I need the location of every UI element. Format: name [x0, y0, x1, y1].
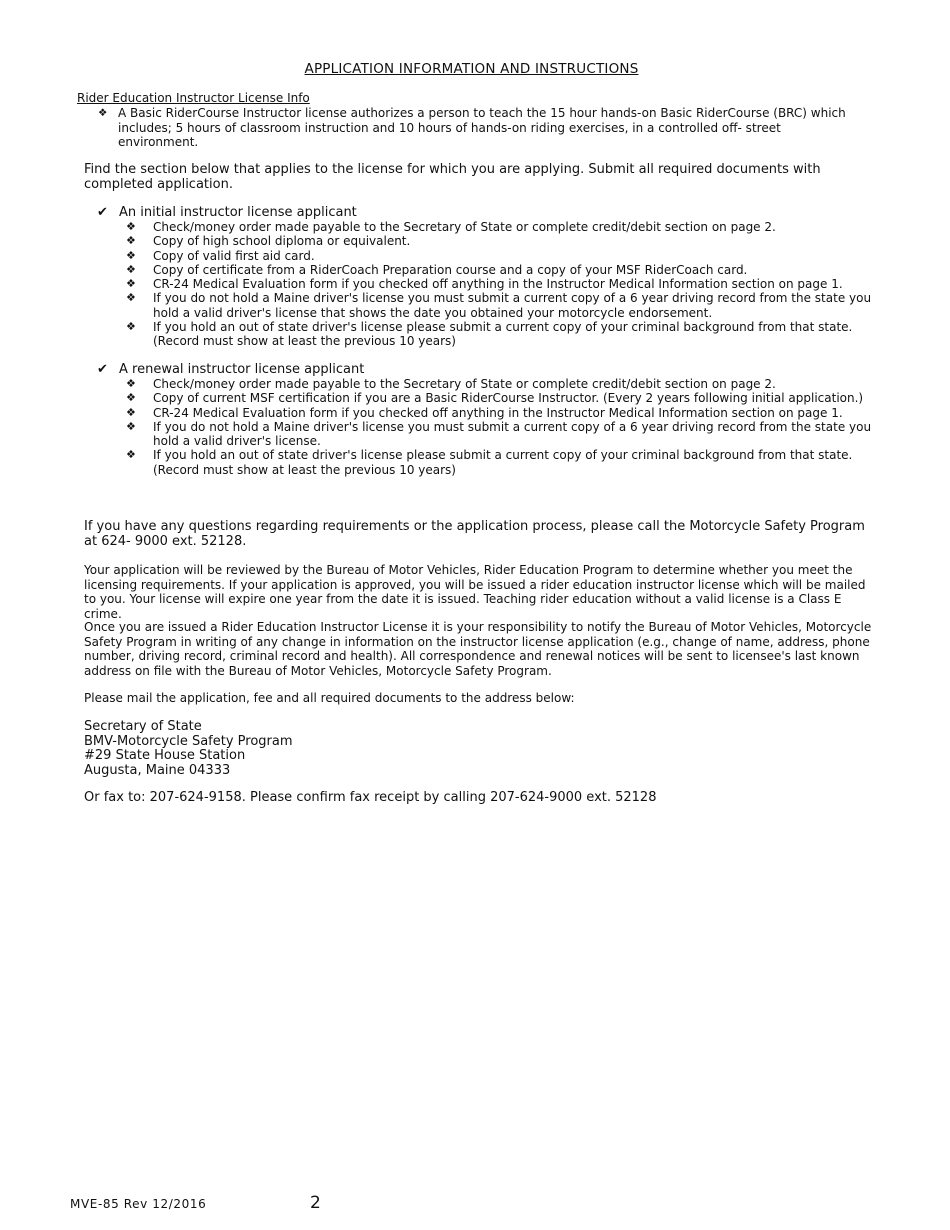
renewal-applicant-heading: A renewal instructor license applicant — [119, 362, 365, 377]
questions-paragraph: If you have any questions regarding requirements or the application process, please call the Motorcycle Safety Program at 624- 9000 ext. 52128. — [84, 519, 865, 549]
find-section-paragraph: Find the section below that applies to the license for which you are applying. Submit all required documents with completed application. — [84, 162, 821, 192]
fax-instructions: Or fax to: 207-624-9158. Please confirm fax receipt by calling 207-624-9000 ext. 52128 — [84, 790, 657, 805]
list-item: ❖ If you do not hold a Maine driver's license you must submit a current copy of a 6 year driving record from the state you hold a valid driver's license that shows the date you obtained your motorcycle endorsement. — [126, 291, 872, 320]
initial-applicant-heading: An initial instructor license applicant — [119, 205, 357, 220]
diamond-bullet-icon: ❖ — [126, 377, 136, 390]
list-item: ❖ Copy of high school diploma or equivalent. — [126, 234, 411, 249]
address-line: Secretary of State — [84, 719, 202, 734]
list-item: ❖ If you hold an out of state driver's license please submit a current copy of your criminal background from that state. (Record must show at least the previous 10 years) — [126, 448, 853, 477]
page-number: 2 — [310, 1193, 321, 1213]
list-item: ❖ Copy of current MSF certification if you are a Basic RiderCourse Instructor. (Every 2 years following initial application.) — [126, 391, 864, 406]
diamond-bullet-icon: ❖ — [98, 107, 108, 119]
checkmark-icon: ✔ — [97, 205, 108, 220]
review-paragraph: Your application will be reviewed by the Bureau of Motor Vehicles, Rider Education Program to determine whether you meet the licensing requirements. If your application is approved, you will be issued a rider education instructor license which will be mailed to you. Your license will expire one year from the date it is issued. Teaching rider education without a valid license is a Class E crime. — [84, 563, 866, 621]
diamond-bullet-icon: ❖ — [126, 405, 136, 419]
address-line: Augusta, Maine 04333 — [84, 762, 231, 778]
mailing-address — [84, 720, 293, 778]
address-line: BMV-Motorcycle Safety Program — [84, 733, 293, 749]
list-item: ❖ Check/money order made payable to the Secretary of State or complete credit/debit section on page 2. — [126, 220, 776, 234]
diamond-bullet-icon: ❖ — [126, 391, 136, 405]
notify-paragraph: Once you are issued a Rider Education Instructor License it is your responsibility to notify the Bureau of Motor Vehicles, Motorcycle Safety Program in writing of any change in information on the instructor license application (e.g., change of name, address, phone number, driving record, criminal record and health). All correspondence and renewal notices will be sent to licensee's last known address on file with the Bureau of Motor Vehicles, Motorcycle Safety Program. — [84, 620, 872, 678]
mail-instructions: Please mail the application, fee and all required documents to the address below: — [84, 691, 575, 705]
diamond-bullet-icon: ❖ — [126, 248, 136, 262]
list-item: ❖ Copy of valid first aid card. — [126, 248, 315, 263]
diamond-bullet-icon: ❖ — [126, 291, 136, 305]
address-line: #29 State House Station — [84, 748, 246, 763]
form-id: MVE-85 Rev 12/2016 — [70, 1197, 207, 1211]
intro-paragraph: A Basic RiderCourse Instructor license authorizes a person to teach the 15 hour hands-on Basic RiderCourse (BRC) which includes; 5 hours of classroom instruction and 10 hours of hands-on riding exercises, in a controlled off- street environment. — [118, 106, 846, 149]
checkmark-icon: ✔ — [97, 362, 108, 377]
diamond-bullet-icon: ❖ — [126, 419, 136, 433]
diamond-bullet-icon: ❖ — [126, 220, 136, 233]
section-heading: Rider Education Instructor License Info — [77, 91, 310, 105]
diamond-bullet-icon: ❖ — [126, 320, 136, 334]
list-item: ❖ CR-24 Medical Evaluation form if you checked off anything in the Instructor Medical Information section on page 1. — [126, 277, 843, 292]
page-title: APPLICATION INFORMATION AND INSTRUCTIONS — [304, 61, 639, 77]
diamond-bullet-icon: ❖ — [126, 448, 136, 462]
list-item: ❖ Check/money order made payable to the Secretary of State or complete credit/debit section on page 2. — [126, 377, 776, 391]
diamond-bullet-icon: ❖ — [126, 277, 136, 291]
list-item: ❖ Copy of certificate from a RiderCoach Preparation course and a copy of your MSF RiderCoach card. — [126, 262, 748, 277]
diamond-bullet-icon: ❖ — [126, 234, 136, 248]
list-item: ❖ CR-24 Medical Evaluation form if you checked off anything in the Instructor Medical Information section on page 1. — [126, 405, 843, 420]
list-item: ❖ If you do not hold a Maine driver's license you must submit a current copy of a 6 year driving record from the state you hold a valid driver's license. — [126, 419, 872, 449]
diamond-bullet-icon: ❖ — [126, 262, 136, 276]
initial-requirements-list — [126, 220, 872, 349]
renewal-requirements-list — [126, 377, 872, 477]
list-item: ❖ If you hold an out of state driver's license please submit a current copy of your criminal background from that state. (Record must show at least the previous 10 years) — [126, 320, 853, 349]
